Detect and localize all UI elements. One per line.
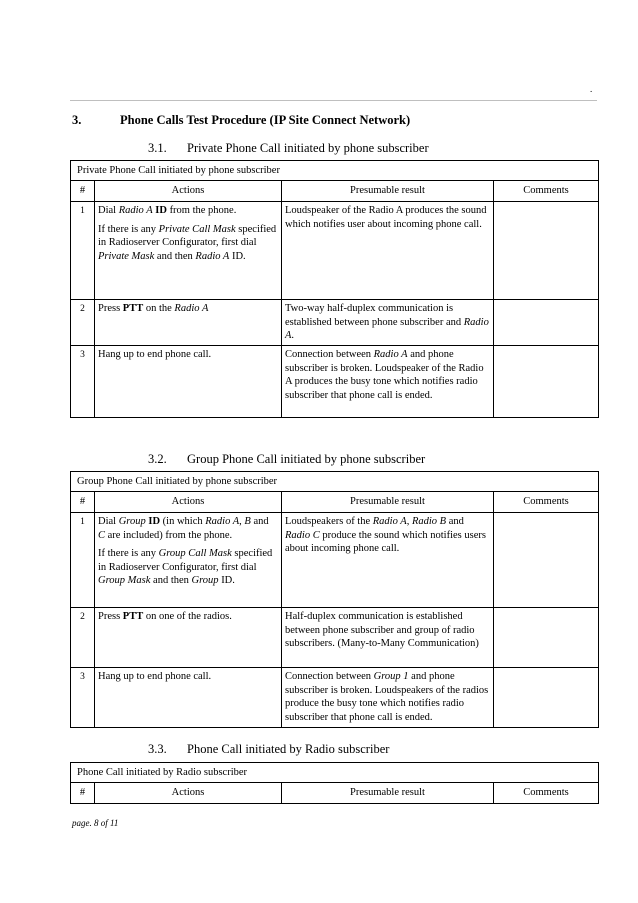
col-header-result: Presumable result (282, 181, 494, 202)
header-dot: . (590, 84, 593, 94)
table-row (71, 668, 599, 728)
row-result: Connection between Radio A and phone subscriber is broken. Loudspeaker of the Radio A produces the busy tone which notifies radio subscriber that phone call is ended. (282, 346, 494, 418)
row-result: Half-duplex communication is established between phone subscriber and group of radio subscribers. (Many-to-Many Communication) (282, 608, 494, 668)
group-call-table (70, 471, 599, 728)
row-number: 1 (71, 202, 95, 300)
table-caption: Group Phone Call initiated by phone subscriber (71, 472, 599, 492)
col-header-num: # (71, 181, 95, 202)
col-header-actions: Actions (95, 783, 282, 804)
col-header-comments: Comments (494, 492, 599, 513)
row-comments (494, 513, 599, 608)
private-call-table (70, 160, 599, 418)
row-result: Loudspeaker of the Radio A produces the sound which notifies user about incoming phone call. (282, 202, 494, 300)
row-comments (494, 608, 599, 668)
table-row (71, 513, 599, 608)
table-header-row (71, 783, 599, 804)
row-action: Press PTT on one of the radios. (95, 608, 282, 668)
row-number: 2 (71, 300, 95, 346)
page-footer: page. 8 of 11 (72, 818, 119, 828)
col-header-result: Presumable result (282, 783, 494, 804)
table-caption: Phone Call initiated by Radio subscriber (71, 763, 599, 783)
row-number: 1 (71, 513, 95, 608)
row-result: Two-way half-duplex communication is established between phone subscriber and Radio A. (282, 300, 494, 346)
table-row (71, 608, 599, 668)
table-row (71, 202, 599, 300)
header-rule (70, 100, 597, 101)
subsection-number: 3.3. (148, 742, 167, 756)
row-result: Connection between Group 1 and phone subscriber is broken. Loudspeakers of the radios produce the busy tone which notifies radio subscriber that phone call is ended. (282, 668, 494, 728)
subsection-title: Group Phone Call initiated by phone subscriber (187, 452, 426, 466)
subsection-number: 3.1. (148, 141, 167, 155)
table-caption: Private Phone Call initiated by phone subscriber (71, 161, 599, 181)
row-action: Dial Group ID (in which Radio A, B and C are included) from the phone. If there is any Group Call Mask specified in Radioserver Configurator, first dial Group Mask and then Group ID. (95, 513, 282, 608)
table-row (71, 346, 599, 418)
row-comments (494, 300, 599, 346)
section-title: Phone Calls Test Procedure (IP Site Connect Network) (120, 113, 411, 127)
table-header-row (71, 181, 599, 202)
col-header-result: Presumable result (282, 492, 494, 513)
col-header-actions: Actions (95, 492, 282, 513)
col-header-comments: Comments (494, 181, 599, 202)
row-number: 2 (71, 608, 95, 668)
col-header-num: # (71, 492, 95, 513)
row-comments (494, 346, 599, 418)
row-action: Dial Radio A ID from the phone. If there is any Private Call Mask specified in Radioserver Configurator, first dial Private Mask and then Radio A ID. (95, 202, 282, 300)
row-action: Hang up to end phone call. (95, 668, 282, 728)
section-number: 3. (72, 113, 82, 127)
row-comments (494, 202, 599, 300)
row-action: Hang up to end phone call. (95, 346, 282, 418)
row-number: 3 (71, 346, 95, 418)
radio-call-table (70, 762, 599, 804)
row-comments (494, 668, 599, 728)
table-header-row (71, 492, 599, 513)
col-header-comments: Comments (494, 783, 599, 804)
col-header-num: # (71, 783, 95, 804)
row-result: Loudspeakers of the Radio A, Radio B and Radio C produce the sound which notifies users about incoming phone call. (282, 513, 494, 608)
col-header-actions: Actions (95, 181, 282, 202)
row-number: 3 (71, 668, 95, 728)
subsection-title: Private Phone Call initiated by phone subscriber (187, 141, 429, 155)
table-row (71, 300, 599, 346)
subsection-number: 3.2. (148, 452, 167, 466)
subsection-title: Phone Call initiated by Radio subscriber (187, 742, 390, 756)
row-action: Press PTT on the Radio A (95, 300, 282, 346)
